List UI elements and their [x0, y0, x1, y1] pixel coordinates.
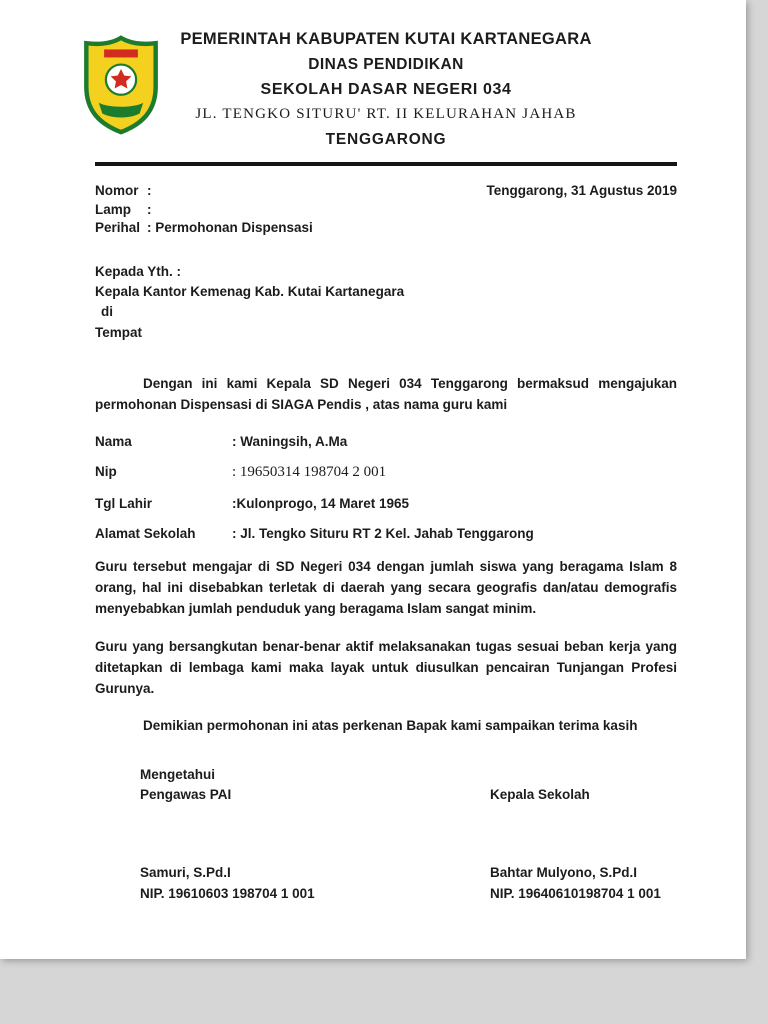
field-row-nip [95, 464, 677, 481]
letterhead-city: TENGGARONG [325, 131, 447, 148]
letterhead [95, 30, 677, 149]
pengawas-name: Samuri, S.Pd.I [140, 865, 231, 881]
paragraph-tunjangan: Guru yang bersangkutan benar-benar aktif melaksanakan tugas sesuai beban kerja yang ditetapkan di lembaga kami maka layak untuk diusulkan pencairan Tunjangan Profesi Gurunya. [95, 638, 677, 697]
field-row-nama [95, 434, 677, 449]
nomor-label: Nomor [95, 183, 139, 198]
signature-block [95, 765, 677, 906]
teacher-fields [95, 434, 677, 541]
letterhead-school: SEKOLAH DASAR NEGERI 034 [260, 81, 512, 98]
meta-row-nomor [95, 182, 677, 201]
nip-value: : 19650314 198704 2 001 [232, 463, 387, 480]
perihal-label: Perihal [95, 220, 141, 236]
signature-space-right [490, 806, 661, 863]
letterhead-address: JL. TENGKO SITURU' RT. II KELURAHAN JAHAB [195, 106, 577, 122]
alamat-label: Alamat Sekolah [95, 525, 196, 541]
lamp-colon: : [147, 201, 152, 217]
lamp-label: Lamp [95, 201, 132, 217]
pengawas-title: Pengawas PAI [140, 787, 232, 803]
recipient-di: di [101, 304, 113, 320]
signature-right-column [490, 765, 661, 906]
letterhead-government: PEMERINTAH KABUPATEN KUTAI KARTANEGARA [180, 30, 592, 48]
perihal-value: : Permohonan Dispensasi [147, 220, 313, 236]
meta-row-perihal [95, 219, 677, 238]
pengawas-nip: NIP. 19610603 198704 1 001 [140, 886, 315, 902]
recipient-name: Kepala Kantor Kemenag Kab. Kutai Kartanegara [95, 284, 405, 300]
nama-label: Nama [95, 433, 132, 449]
field-row-alamat [95, 526, 677, 541]
nomor-colon: : [147, 183, 152, 198]
opening-paragraph: Dengan ini kami Kepala SD Negeri 034 Tenggarong bermaksud mengajukan permohonan Dispensasi di SIAGA Pendis , atas nama guru kami [95, 375, 677, 413]
kepala-sekolah-name: Bahtar Mulyono, S.Pd.I [490, 865, 638, 881]
kepala-sekolah-title: Kepala Sekolah [490, 787, 590, 803]
field-row-tgl-lahir [95, 496, 677, 511]
school-emblem-logo-icon [81, 32, 161, 138]
meta-row-lamp [95, 201, 677, 220]
nip-label: Nip [95, 463, 117, 479]
mengetahui-label: Mengetahui [140, 766, 216, 782]
letter-date: Tenggarong, 31 Agustus 2019 [486, 183, 677, 198]
kepala-sekolah-nip: NIP. 19640610198704 1 001 [490, 886, 661, 902]
nama-value: : Waningsih, A.Ma [232, 433, 348, 449]
recipient-place: Tempat [95, 324, 143, 340]
alamat-value: : Jl. Tengko Situru RT 2 Kel. Jahab Tenggarong [232, 525, 534, 541]
letter-meta [95, 182, 677, 238]
closing-paragraph: Demikian permohonan ini atas perkenan Bapak kami sampaikan terima kasih [143, 717, 638, 733]
tgl-lahir-label: Tgl Lahir [95, 495, 152, 511]
paragraph-geografis: Guru tersebut mengajar di SD Negeri 034 dengan jumlah siswa yang beragama Islam 8 orang, hal ini disebabkan terletak di daerah yang secara geografis dan/atau demografis menyebabkan jumlah penduduk yang beragama Islam sangat minim. [95, 558, 677, 617]
recipient-salutation: Kepada Yth. : [95, 263, 182, 279]
tgl-lahir-value: :Kulonprogo, 14 Maret 1965 [232, 495, 410, 511]
letterhead-divider [95, 162, 677, 166]
recipient-block [95, 262, 677, 343]
letterhead-department: DINAS PENDIDIKAN [308, 56, 464, 73]
